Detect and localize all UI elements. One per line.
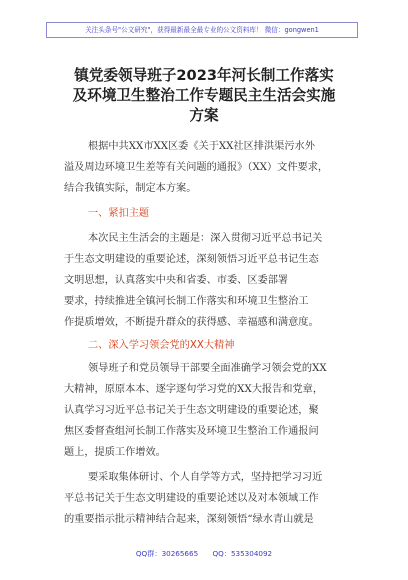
section3-line-1: 要采取集体研讨、个人自学等方式，坚持把学习习近 [88,472,323,483]
footer-qq-group: QQ群：30265665 [135,549,199,558]
document-title [40,66,368,126]
intro-line-1: 根据中共XX市XX区委《关于XX社区排洪渠污水外 [88,141,315,152]
section-heading-2: 二、深入学习领会党的XX大精神 [88,340,235,351]
section2-line-2: 大精神，原原本本、逐字逐句学习党的XX大报告和党章， [64,384,324,395]
section3-line-2: 平总书记关于生态文明建设的重要论述以及对本领域工作 [64,493,319,504]
title-line-2: 及环境卫生整治工作专题民主生活会实施 [72,87,336,104]
intro-line-3: 结合我镇实际，制定本方案。 [64,183,197,194]
footer-contact [0,548,408,560]
title-line-3: 方案 [189,107,219,124]
section1-line-2: 于生态文明建设的重要论述，深刻领悟习近平总书记生态 [64,254,319,265]
section2-line-4: 焦区委督查组河长制工作落实及环境卫生整治工作通报问 [64,426,319,437]
header-banner: 关注头条号"公文研究"，获得最新最全最专业的公文资料库！ 微信：gongwen1 [46,22,358,38]
section1-line-3: 文明思想，认真落实中央和省委、市委、区委部署 [64,275,289,286]
section2-line-3: 认真学习习近平总书记关于生态文明建设的重要论述，聚 [64,405,319,416]
section2-line-5: 题上，提质工作增效。 [64,447,166,458]
section2-line-1: 领导班子和党员领导干部要全面准确学习领会党的XX [88,363,327,374]
section3-line-3: 的重要指示批示精神结合起来，深刻领悟“绿水青山就是 [64,514,314,525]
section-heading-1: 一、紧扣主题 [88,208,150,219]
footer-qq: QQ：535304092 [212,549,273,558]
section1-line-5: 作提质增效，不断提升群众的获得感、幸福感和满意度。 [64,317,319,328]
section1-line-4: 要求，持续推进全镇河长制工作落实和环境卫生整治工 [64,296,309,307]
section1-line-1: 本次民主生活会的主题是：深入贯彻习近平总书记关 [88,233,323,244]
title-line-1: 镇党委领导班子2023年河长制工作落实 [74,67,334,84]
intro-line-2: 溢及周边环境卫生差等有关问题的通报》（XX）文件要求， [64,162,329,173]
